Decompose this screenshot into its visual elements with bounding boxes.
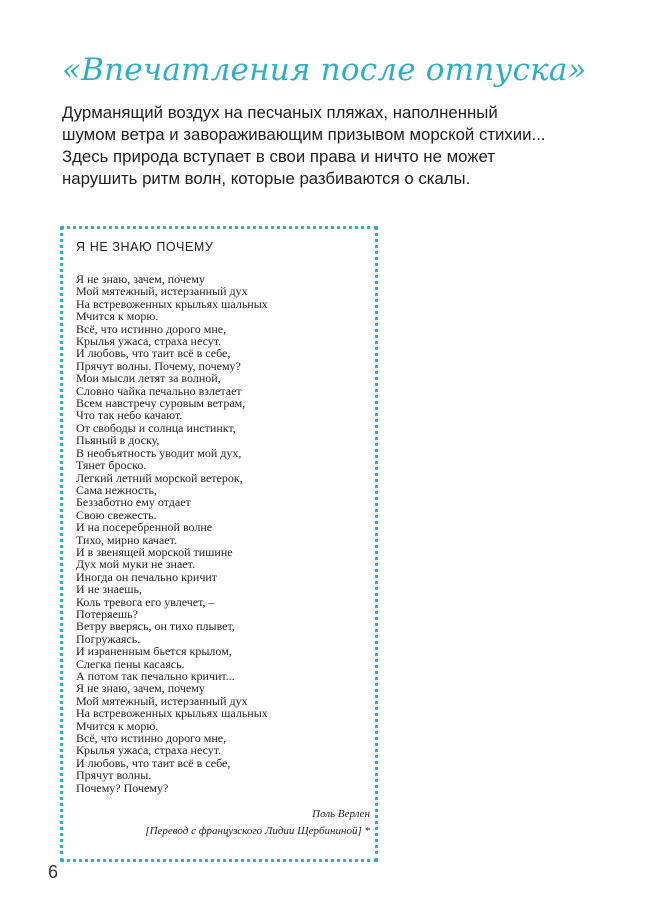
poem-line: Мой мятежный, истерзанный дух (76, 693, 248, 708)
poem-line: И в звенящей морской тишине (76, 544, 233, 559)
poem-line: Я не знаю, зачем, почему (76, 681, 205, 696)
poem-line: Беззаботно ему отдает (76, 495, 191, 510)
poem-line: Свою свежесть. (76, 507, 157, 522)
poem-line: Мой мятежный, истерзанный дух (76, 284, 248, 299)
poem-line: И израненным бьется крылом, (76, 644, 232, 659)
poem-line: Всё, что истинно дорого мне, (76, 731, 227, 746)
poem-line: Потеряешь? (76, 606, 138, 621)
poem-line: И не знаешь, (76, 582, 142, 597)
poem-text (76, 273, 366, 794)
poem-line: И любовь, что таит всё в себе, (76, 755, 231, 770)
poem-line: Мчится к морю. (76, 718, 159, 733)
poem-line: Иногда он печально кричит (76, 569, 218, 584)
poem-line: Слегка пены касаясь. (76, 656, 185, 671)
poem-line: Коль тревога его увлечет, – (76, 594, 215, 609)
poem-line: На встревоженных крыльях шальных (76, 706, 268, 721)
poem-line: Что так небо качают. (76, 408, 183, 423)
intro-line: нарушить ритм волн, которые разбиваются о скалы. (62, 169, 471, 188)
intro-line: Дурманящий воздух на песчаных пляжах, наполненный (62, 103, 498, 122)
poem-line: Сама нежность, (76, 482, 157, 497)
intro-line: шумом ветра и завораживающим призывом морской стихии... (62, 125, 546, 144)
poem-line: В необъятность уводит мой дух, (76, 445, 242, 460)
page-number: 6 (48, 862, 59, 882)
poem-line: Тянет броско. (76, 458, 147, 473)
poem-line: Тихо, мирно качает. (76, 532, 177, 547)
poem-line: И на посеребренной волне (76, 520, 213, 535)
poem-line: Ветру вверясь, он тихо плывет, (76, 619, 235, 634)
poem-line: Я не знаю, зачем, почему (76, 272, 205, 286)
poem-line: Прячут волны. Почему, почему? (76, 358, 241, 373)
poem-line: Почему? Почему? (76, 780, 169, 795)
intro-paragraph (62, 102, 582, 190)
poem-line: А потом так печально кричит... (76, 669, 235, 683)
poem-line: Прячут волны. (76, 768, 152, 783)
poem-line: И любовь, что таит всё в себе, (76, 346, 231, 361)
poem-attribution (120, 806, 370, 840)
page-title: «Впечатления после отпуска» (62, 52, 587, 88)
poem-line: Пьяный в доску, (76, 433, 160, 448)
poem-line: От свободы и солнца инстинкт, (76, 420, 236, 435)
poem-line: Погружаясь. (76, 631, 141, 646)
poem-line: Дух мой муки не знает. (76, 557, 195, 572)
poem-line: Мои мысли летят за волной, (76, 371, 221, 386)
poem-author: Поль Верлен (312, 808, 370, 820)
poem-translation-note: [Перевод с французского Лидии Щербининой] * (145, 825, 370, 837)
intro-line: Здесь природа вступает в свои права и ничто не может (62, 147, 495, 166)
poem-line: Мчится к морю. (76, 309, 159, 324)
poem-line: На встревоженных крыльях шальных (76, 296, 268, 311)
poem-line: Словно чайка печально взлетает (76, 383, 242, 398)
poem-line: Крылья ужаса, страха несут. (76, 743, 222, 758)
poem-line: Всем навстречу суровым ветрам, (76, 396, 246, 411)
poem-line: Легкий летний морской ветерок, (76, 470, 243, 485)
poem-line: Крылья ужаса, страха несут. (76, 334, 222, 349)
poem-title: Я НЕ ЗНАЮ ПОЧЕМУ (76, 240, 214, 254)
poem-line: Всё, что истинно дорого мне, (76, 321, 227, 336)
